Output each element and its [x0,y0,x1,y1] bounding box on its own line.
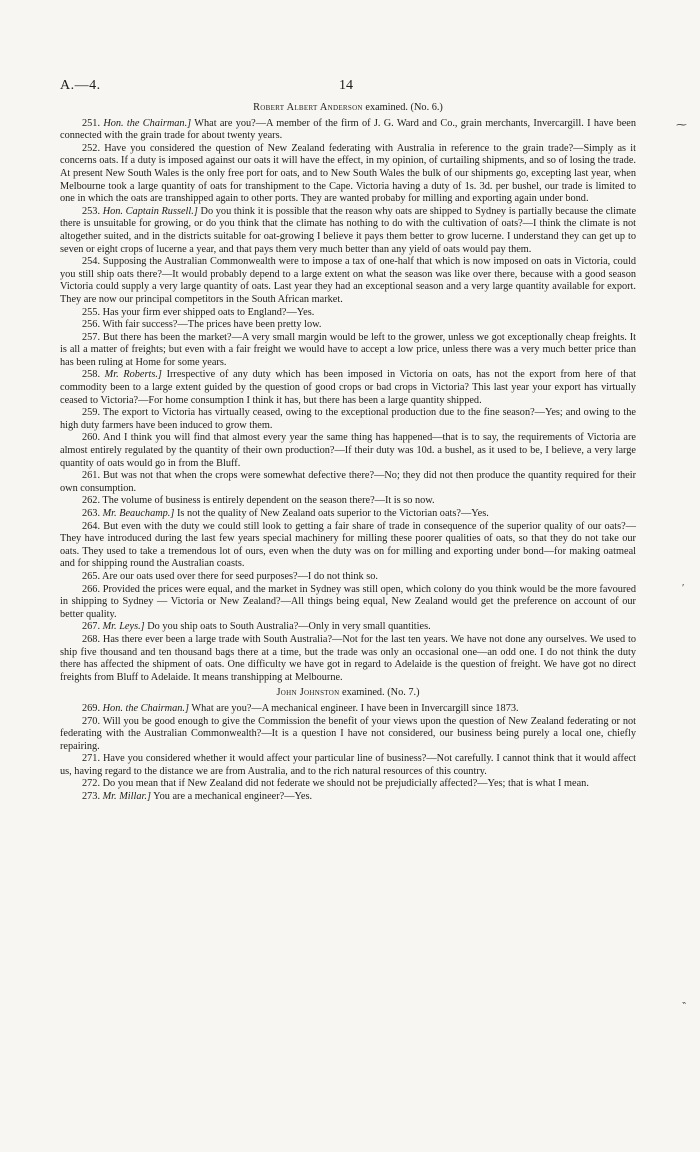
question-number: 262. [82,495,101,507]
speaker-name: Hon. Captain Russell.] [102,205,198,217]
question-number: 255. [82,306,101,318]
testimony-text: Have you considered the question of New Zealand federating with Australia in reference to the grain trade?—Simply as it concerns oats. If a duty is imposed against our oats it will have the effect, in my opinion, of curtailing shipments, and so of losing the trade. At present New South Wales is the only free port for oats, and to New South Wales the bulk of our shipments go, excepting last year, when Melbourne took a large quantity of oats for transhipment to the Cape. Victoria having a duty of 1s. 3d. per bushel, our trade is limited to one in which the oats are transhipped again to other ports. They are wanted probaby for milling and exporting again under bond. [60,142,637,205]
question-number: 272. [82,778,101,790]
speaker-name: Mr. Leys.] [102,621,145,633]
testimony-text: Do you ship oats to South Australia?—Only in very small quantities. [147,621,431,633]
margin-mark: ⁓ [676,119,687,131]
question-260 [60,432,636,470]
question-number: 253. [82,205,101,217]
document-reference: A.—4. [60,78,101,93]
testimony-text: The volume of business is entirely dependent on the season there?—It is so now. [102,495,435,507]
question-253 [60,206,636,256]
testimony-text: Are our oats used over there for seed purposes?—I do not think so. [102,570,378,582]
testimony-text: Will you be good enough to give the Commission the benefit of your views upon the question of New Zealand federating or not federating with the Australian Commonwealth?—It is a question I have not considered, our business being purely a local one, chiefly repairing. [60,715,636,752]
question-264 [60,521,636,571]
question-number: 270. [82,715,101,727]
question-number: 251. [82,117,101,129]
page-number: 14 [339,78,353,93]
question-270 [60,716,636,754]
question-number: 257. [82,331,101,343]
question-number: 260. [82,432,101,444]
testimony-section [60,118,636,685]
question-number: 265. [82,570,101,582]
question-268 [60,634,636,684]
question-number: 256. [82,319,101,331]
question-262 [60,495,636,508]
testimony-text: But was not that when the crops were somewhat defective there?—No; they did not then produce the quantity required for their own consumption. [60,470,636,494]
testimony-text: Irrespective of any duty which has been imposed in Victoria on oats, has not the export from here of that commodity been to a large extent guided by the question of good crops or bad crops in Victoria? This last year your export has virtually ceased to Victoria?—For home consumption I think it has, but there has been a large quantity shipped. [60,369,636,406]
question-number: 267. [82,621,101,633]
question-number: 266. [82,583,101,595]
question-number: 252. [82,142,101,154]
testimony-text: Has there ever been a large trade with South Australia?—Not for the last ten years. We have not done any ourselves. We used to ship five thousand and ten thousand bags there at a time, but the trade was only an occasional one—an odd one. I do not think the duty there has affected the shipment of oats. One difficulty we have got in regard to Adelaide is the question of freight. We have got no direct freights from Bluff to Adelaide. It means transhipping at Melbourne. [60,633,637,683]
question-255 [60,307,636,320]
body-text [60,102,636,804]
speaker-name: Hon. the Chairman.] [102,702,189,714]
testimony-text: What are you?—A member of the firm of J. G. Ward and Co., grain merchants, Invercargill. I have been connected with the grain trade for about twenty years. [60,117,637,142]
question-273 [60,791,636,804]
margin-mark: ′ [682,582,685,594]
testimony-text: The export to Victoria has virtually ceased, owing to the exceptional production due to the fine season?—Yes; and owing to the high duty farmers have been induced to grow them. [60,407,637,431]
question-261 [60,470,636,495]
speaker-name: Mr. Millar.] [102,791,151,803]
speaker-name: Mr. Beauchamp.] [102,508,175,519]
testimony-text: Have you considered whether it would affect your particular line of business?—Not carefully. I cannot think that it would affect us, having regard to the distance we are from Australia, and to the rich natural resources of this country. [60,753,636,777]
question-number: 259. [82,407,101,419]
witness-name: John Johnston [276,687,340,699]
testimony-text: Has your firm ever shipped oats to England?—Yes. [102,306,315,318]
question-266 [60,584,636,622]
question-257 [60,332,636,370]
question-265 [60,571,636,584]
question-252 [60,143,636,206]
testimony-text: Is not the quality of New Zealand oats superior to the Victorian oats?—Yes. [176,508,489,519]
testimony-text: Supposing the Australian Commonwealth were to impose a tax of one-half that which is now imposed on oats in Victoria, could you still ship oats there?—It would probably depend to a large extent on what the season was like over there, because with a good season Victoria could supply a very large quantity of oats. Last year they had an exceptional season and a very large quantity available for export. They are now our principal competitors in the South African market. [60,256,636,305]
testimony-text: With fair success?—The prices have been pretty low. [102,319,322,331]
witness-heading [60,687,636,700]
testimony-text: You are a mechanical engineer?—Yes. [153,791,313,803]
witness-heading [60,102,636,115]
testimony-text: Do you think it is possible that the reason why oats are shipped to Sydney is partially because the climate there is unsuitable for growing, or do you think that the climate has nothing to do with the cultivation of oats?—I think the climate is not altogether suited, and in the districts suitable for oat-growing I believe it pays them better to grow lucerne. I understand they can get up to seven or eight crops of lucerne a year, and that pays them very much better than any yield of oats would pay them. [60,205,637,255]
testimony-text: Provided the prices were equal, and the market in Sydney was still open, which colony do you think would be the more favoured in shipping to Sydney — Victoria or New Zealand?—All things being equal, New Zealand would get the preference on account of our better quality. [60,583,637,620]
question-number: 268. [82,633,101,645]
question-258 [60,369,636,407]
testimony-section [60,703,636,804]
question-number: 263. [82,508,101,519]
witness-name: Robert Albert Anderson [253,102,363,113]
testimony-text: Do you mean that if New Zealand did not federate we should not be prejudicially affected?—Yes; that is what I mean. [102,778,589,790]
testimony-text: What are you?—A mechanical engineer. I have been in Invercargill since 1873. [191,702,519,714]
speaker-name: Mr. Roberts.] [104,369,162,381]
question-272 [60,778,636,791]
question-number: 258. [82,369,101,381]
question-267 [60,621,636,634]
question-251 [60,118,636,143]
question-263 [60,508,636,521]
witness-heading-rest: examined. (No. 6.) [365,102,443,113]
question-number: 261. [82,470,101,482]
question-number: 264. [82,520,101,532]
testimony-text: But there has been the market?—A very small margin would be left to the grower, unless we got exceptionally cheap freights. It is all a matter of freights; but even with a fair freight we would have to accept a low price, unless there was a very much better price than has been ruling at Home for some years. [60,331,636,368]
question-254 [60,256,636,306]
question-number: 269. [82,702,101,714]
speaker-name: Hon. the Chairman.] [103,117,192,129]
question-number: 271. [82,753,101,765]
margin-mark: ‶ [682,1001,687,1013]
question-number: 254. [82,256,101,268]
question-271 [60,753,636,778]
witness-heading-rest: examined. (No. 7.) [342,687,420,699]
question-269 [60,703,636,716]
question-256 [60,319,636,332]
question-259 [60,407,636,432]
question-number: 273. [82,791,101,803]
testimony-text: But even with the duty we could still look to getting a fair share of trade in consequence of the superior quality of our oats?—They have introduced during the last few years special machinery for milling these poorer qualities of oats, so that they do not take our oats. They used to take a tremendous lot of ours, even when the duty was on for milling and exporting under bond—for making oatmeal and for shipping round the Australian coasts. [60,520,636,570]
testimony-text: And I think you will find that almost every year the same thing has happened—that is to say, the requirements of Victoria are almost entirely regulated by the quantity of their own production?—If their duty was 10d. a bushel, as it used to be, I believe, a very large quantity of oats would go in from the Bluff. [60,432,636,469]
